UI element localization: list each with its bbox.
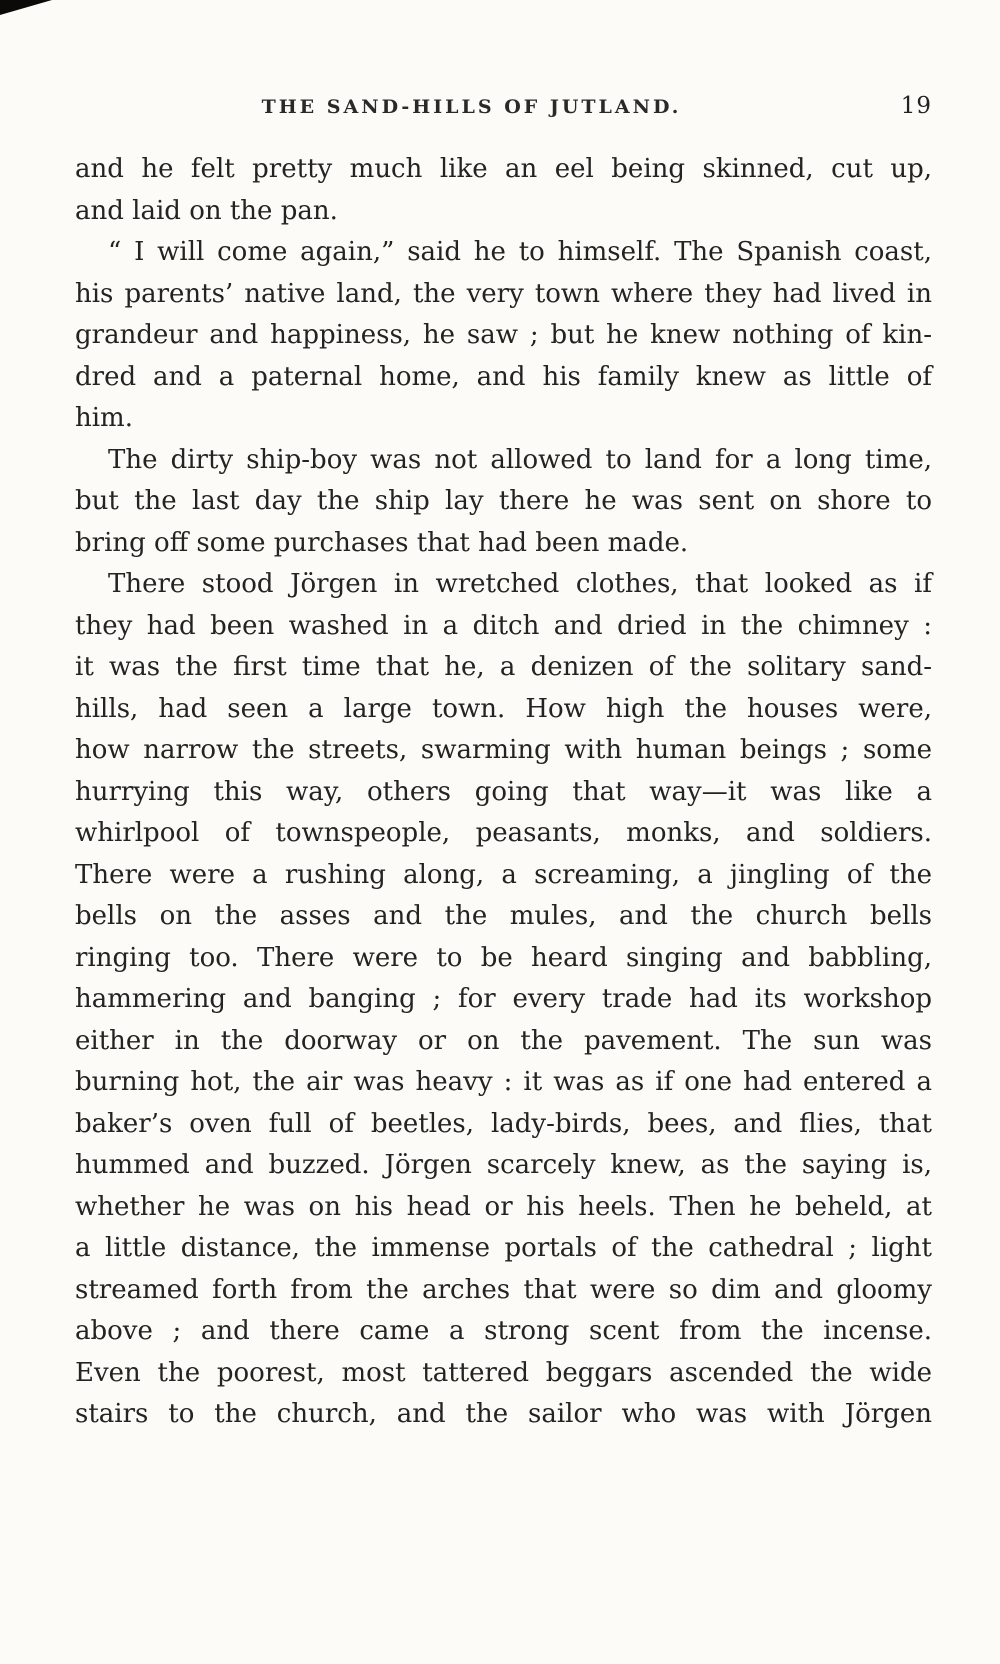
text-line: burning hot, the air was heavy : it was as if one had entered a	[75, 1067, 932, 1097]
text-line: stairs to the church, and the sailor who was with Jörgen	[75, 1399, 932, 1429]
paragraph	[75, 564, 932, 1436]
text-line: and he felt pretty much like an eel being skinned, cut up,	[75, 154, 932, 184]
text-line: “ I will come again,” said he to himself. The Spanish coast,	[108, 237, 932, 267]
text-line: but the last day the ship lay there he was sent on shore to	[75, 486, 932, 516]
text-line: either in the doorway or on the pavement. The sun was	[75, 1025, 932, 1056]
text-line: whirlpool of townspeople, peasants, monks, and soldiers.	[75, 818, 932, 848]
text-line: his parents’ native land, the very town where they had lived in	[75, 278, 932, 309]
text-line: bring off some purchases that had been made.	[75, 527, 689, 558]
page-number: 19	[900, 93, 932, 119]
text-line: hurrying this way, others going that way—it was like a	[75, 776, 932, 807]
page-header	[75, 93, 932, 130]
running-header-title: THE SAND-HILLS OF JUTLAND.	[261, 96, 682, 118]
text-line: baker’s oven full of beetles, lady-birds, bees, and flies, that	[75, 1108, 932, 1139]
text-line: and laid on the pan.	[75, 195, 338, 226]
text-line: ringing too. There were to be heard singing and babbling,	[75, 942, 932, 973]
text-line: they had been washed in a ditch and dried in the chimney :	[75, 610, 932, 641]
text-line: how narrow the streets, swarming with human beings ; some	[75, 735, 932, 765]
text-line: whether he was on his head or his heels. Then he beheld, at	[75, 1191, 932, 1222]
text-line: hills, had seen a large town. How high the houses were,	[75, 693, 932, 724]
text-line: it was the first time that he, a denizen of the solitary sand-	[75, 652, 932, 682]
paragraph	[75, 149, 932, 232]
text-line: a little distance, the immense portals of the cathedral ; light	[75, 1233, 932, 1263]
text-line: There were a rushing along, a screaming, a jingling of the	[75, 859, 932, 890]
text-line: streamed forth from the arches that were so dim and gloomy	[75, 1274, 932, 1305]
page-body	[75, 149, 932, 1436]
text-line: him.	[75, 403, 133, 433]
text-line: above ; and there came a strong scent from the incense.	[75, 1316, 932, 1346]
text-line: hammering and banging ; for every trade had its workshop	[75, 984, 932, 1014]
text-line: There stood Jörgen in wretched clothes, that looked as if	[108, 569, 932, 599]
text-line: The dirty ship-boy was not allowed to land for a long time,	[108, 444, 932, 475]
paragraph	[75, 232, 932, 440]
text-line: dred and a paternal home, and his family knew as little of	[75, 361, 932, 392]
text-line: bells on the asses and the mules, and the church bells	[75, 901, 932, 931]
text-line: grandeur and happiness, he saw ; but he knew nothing of kin-	[75, 320, 932, 350]
paragraph	[75, 440, 932, 565]
text-line: Even the poorest, most tattered beggars ascended the wide	[75, 1357, 932, 1388]
text-line: hummed and buzzed. Jörgen scarcely knew, as the saying is,	[75, 1150, 932, 1180]
scan-artifact-corner	[0, 0, 52, 15]
